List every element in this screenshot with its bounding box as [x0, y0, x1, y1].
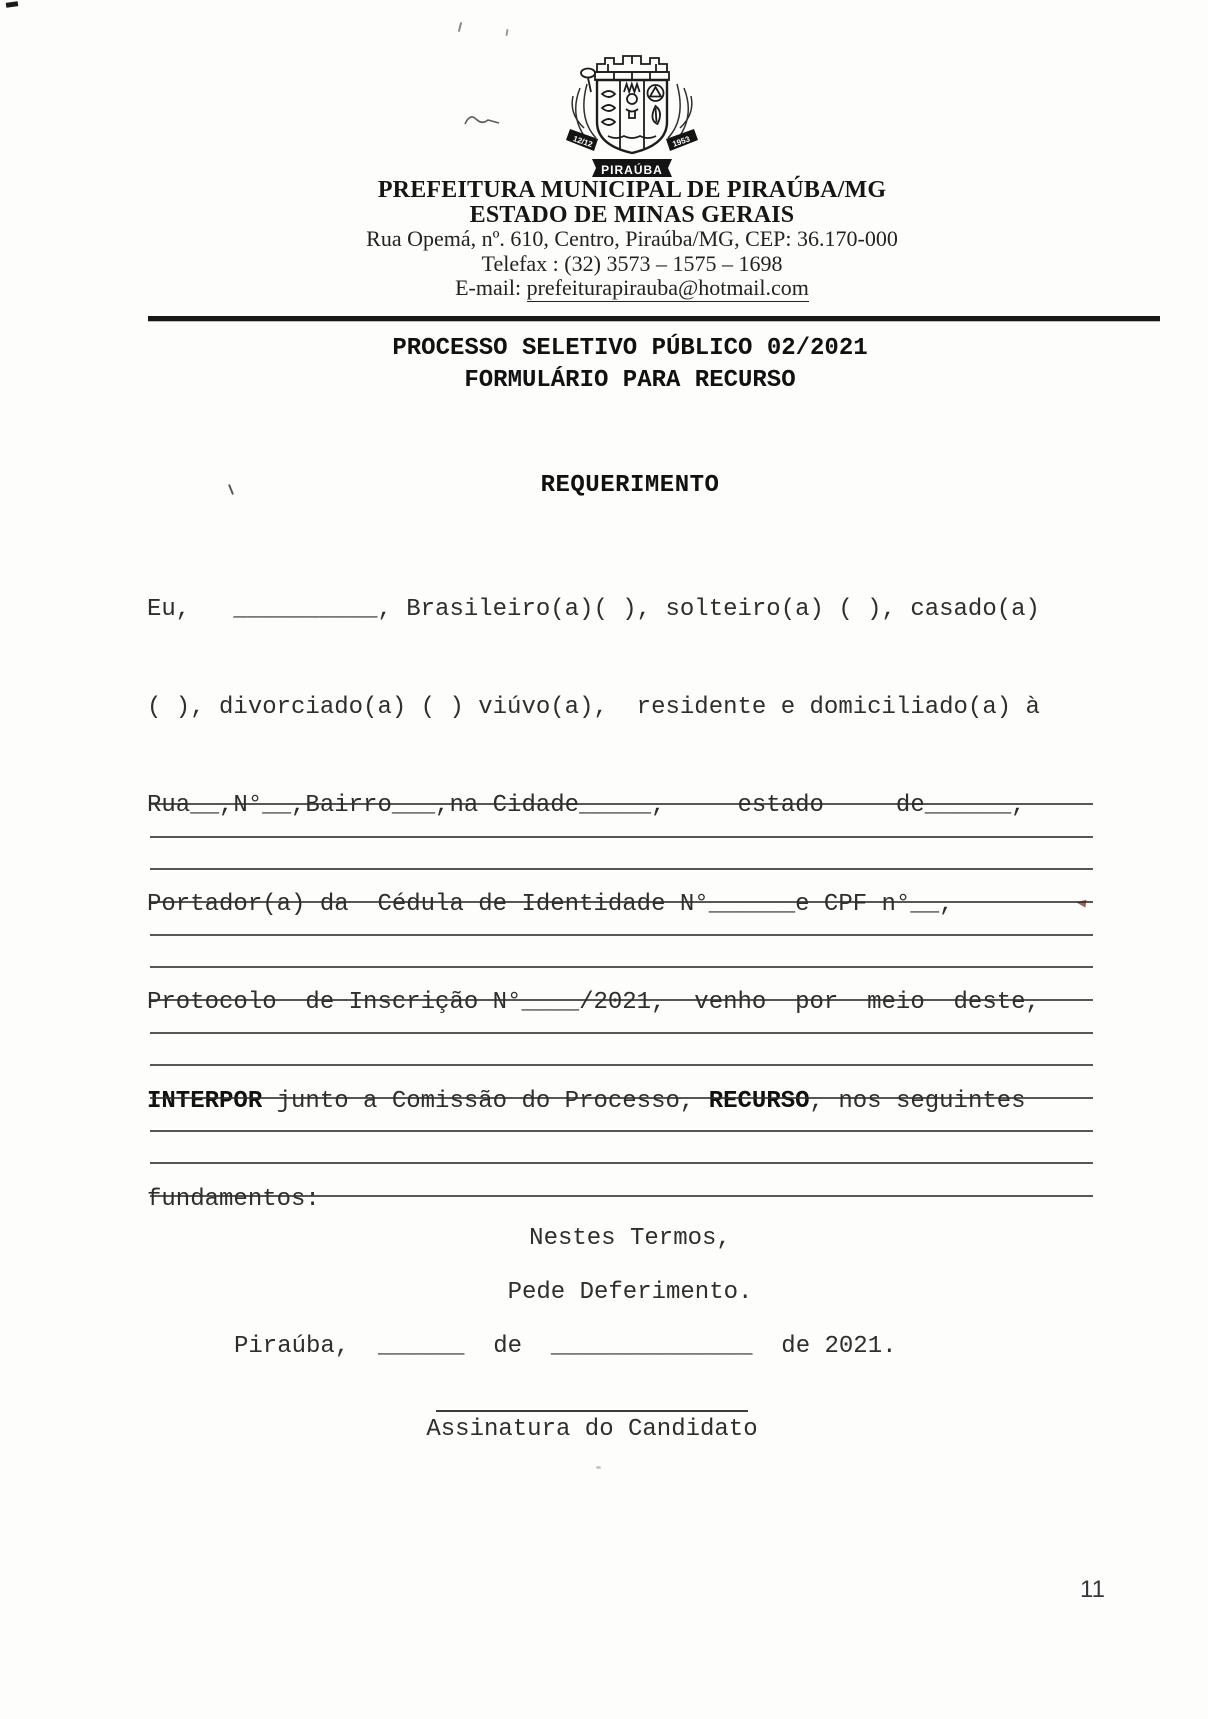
crest-ribbon-left-text: 12/12: [571, 134, 594, 150]
bold-word-interpor: INTERPOR: [147, 1087, 263, 1115]
answer-lines: [150, 803, 1093, 1203]
paragraph-line: Rua__,N°__,Bairro___,na Cidade_____, estado de______,: [147, 792, 1026, 820]
answer-line: [150, 1097, 1093, 1099]
email-address: prefeiturapirauba@hotmail.com: [526, 275, 809, 300]
closing-nestes-termos: Nestes Termos,: [529, 1225, 731, 1252]
date-blank-line: Piraúba, ______ de ______________ de 2021.: [234, 1333, 897, 1360]
scan-artifact: [596, 1466, 601, 1469]
answer-line: [150, 1162, 1093, 1164]
answer-line: [150, 966, 1093, 968]
paragraph-line: ( ), divorciado(a) ( ) viúvo(a), residente e domiciliado(a) à: [147, 693, 1040, 721]
crest-city-name: PIRAÚBA: [601, 163, 663, 177]
bold-word-recurso: RECURSO: [708, 1087, 810, 1115]
page-number: 11: [1080, 1576, 1105, 1603]
pirauba-coat-of-arms-icon: [542, 52, 722, 184]
header-divider-rule: [148, 316, 1160, 321]
paragraph-line: fundamentos:: [147, 1185, 320, 1213]
paragraph-line: Protocolo de Inscrição N°____/2021, venho por meio deste,: [147, 989, 1040, 1017]
scan-artifact: [6, 1, 19, 8]
signature-block: [412, 1410, 772, 1443]
signature-line: [436, 1410, 748, 1412]
org-address-line: Rua Opemá, nº. 610, Centro, Piraúba/MG, CEP: 36.170-000: [366, 226, 898, 251]
org-name-line: PREFEITURA MUNICIPAL DE PIRAÚBA/MG: [377, 177, 887, 203]
email-label: E-mail:: [455, 275, 527, 300]
answer-line: [150, 934, 1093, 936]
answer-line: [150, 901, 1093, 903]
signature-label: Assinatura do Candidato: [426, 1416, 758, 1443]
letterhead: [232, 178, 1032, 301]
form-title: FORMULÁRIO PARA RECURSO: [464, 367, 796, 394]
answer-line: [150, 868, 1093, 870]
org-telefax-line: Telefax : (32) 3573 – 1575 – 1698: [481, 250, 783, 276]
answer-line: [150, 836, 1093, 838]
org-email-line: [232, 276, 1032, 301]
paragraph-text: , nos seguintes: [809, 1087, 1026, 1115]
paragraph-line: Portador(a) da Cédula de Identidade N°______e CPF n°__,: [147, 890, 954, 918]
scan-artifact: [506, 29, 509, 36]
paragraph-line: Eu, __________, Brasileiro(a)( ), solteiro(a) ( ), casado(a): [147, 595, 1040, 623]
closing-pede-deferimento: Pede Deferimento.: [507, 1279, 753, 1306]
scan-artifact-squiggle: [462, 110, 502, 130]
answer-line: [150, 999, 1093, 1001]
crest-ribbon-right-text: 1953: [671, 134, 692, 149]
answer-line: [150, 803, 1093, 805]
answer-line: [150, 1032, 1093, 1034]
scan-artifact: [458, 22, 462, 32]
process-title: PROCESSO SELETIVO PÚBLICO 02/2021: [392, 335, 868, 362]
paragraph-text: junto a Comissão do Processo,: [262, 1087, 709, 1115]
answer-line: [150, 1195, 1093, 1197]
answer-line: [150, 1064, 1093, 1066]
org-state-line: ESTADO DE MINAS GERAIS: [469, 201, 795, 228]
section-title-requerimento: REQUERIMENTO: [540, 472, 720, 499]
answer-line: [150, 1130, 1093, 1132]
